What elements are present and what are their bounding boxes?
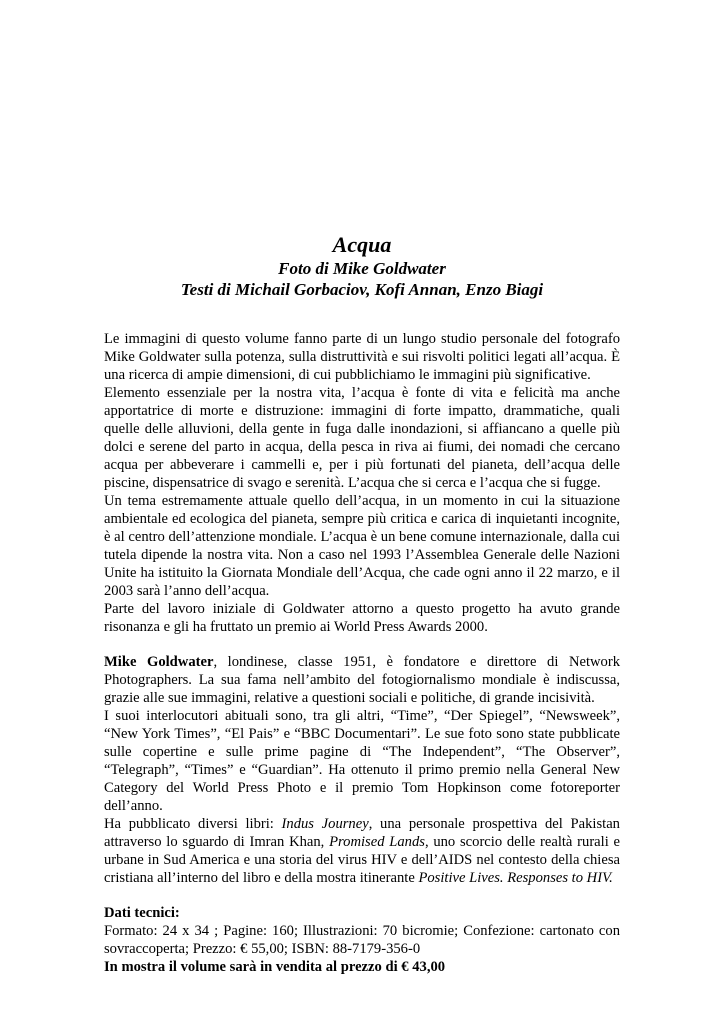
bio-paragraph-2: I suoi interlocutori abituali sono, tra gli altri, “Time”, “Der Spiegel”, “Newsweek”, “New York Times”, “El Pais” e “BBC Documentari”. Le sue foto sono state pubblicate sulle copertine e sulle prime pagine di “The Independent”, “The Observer”, “Telegraph”, “Times” e “Guardian”. Ha ottenuto il primo premio nella General New Category del World Press Photo e il premio Tom Hopkinson come fotoreporter dell’anno. [104,708,620,814]
heading-block [104,232,620,300]
bio-p3-text-b: , una personale prospettiva del Pakistan attraverso lo sguardo di Imran Khan, [104,816,620,850]
bio-paragraph-3 [104,815,620,887]
book-title: Acqua [332,232,392,257]
tech-heading: Dati tecnici: [104,905,180,921]
page-content [104,232,620,976]
bio-p3-text-a: Ha pubblicato diversi libri: [104,816,282,832]
intro-paragraph-3: Un tema estremamente attuale quello dell’acqua, in un momento in cui la situazione ambientale ed ecologica del pianeta, sempre più critica e carica di inquietanti incognite, è al centro dell’attenzione mondiale. L’acqua è un bene comune internazionale, dalla cui tutela dipende la nostra vita. Non a caso nel 1993 l’Assemblea Generale delle Nazioni Unite ha istituito la Giornata Mondiale dell’Acqua, che cade ogni anno il 22 marzo, e il 2003 sarà l’anno dell’acqua. [104,493,620,599]
intro-paragraph-1: Le immagini di questo volume fanno parte di un lungo studio personale del fotografo Mike Goldwater sulla potenza, sulla distruttività e sui risvolti politici legati all’acqua. È una ricerca di ampie dimensioni, di cui pubblichiamo le immagini più significative. [104,331,620,383]
spacer [104,887,620,904]
intro-paragraph-2: Elemento essenziale per la nostra vita, l’acqua è fonte di vita e felicità ma anche apportatrice di morte e distruzione: immagini di forte impatto, drammatiche, quali quelle delle alluvioni, della gente in fuga dalle inondazioni, si affiancano a quelle più dolci e serene del parto in acqua, della pesca in riva ai fiumi, dei nomadi che cercano acqua per abbeverare i cammelli e, per i più fortunati del pianeta, dell’acqua delle piscine, dispensatrice di svago e serenità. L’acqua che si cerca e l’acqua che si fugge. [104,385,620,491]
photo-credit: Foto di Mike Goldwater [278,259,446,278]
bio-paragraph-1-text: , londinese, classe 1951, è fondatore e direttore di Network Photographers. La sua fama nell’ambito del fotogiornalismo mondiale è indiscussa, grazie alle sue immagini, relative a questioni sociali e politiche, di grande incisività. [104,654,621,706]
book-title-positive-lives: Positive Lives. Responses to HIV. [418,870,613,886]
texts-credit: Testi di Michail Gorbaciov, Kofi Annan, Enzo Biagi [180,280,544,299]
bio-paragraph-1 [104,653,620,707]
book-title-indus-journey: Indus Journey [281,816,369,832]
exhibit-price: In mostra il volume sarà in vendita al prezzo di € 43,00 [104,959,446,975]
spacer [104,636,620,653]
bio-name: Mike Goldwater [104,654,214,670]
intro-paragraph-4: Parte del lavoro iniziale di Goldwater attorno a questo progetto ha avuto grande risonanza e gli ha fruttato un premio ai World Press Awards 2000. [104,601,620,635]
bio-p3-text-c: , uno scorcio delle realtà rurali e urbane in Sud America e una storia del virus HIV e dell’AIDS nel contesto della chiesa cristiana all’interno del libro e della mostra itinerante [104,834,621,886]
tech-details: Formato: 24 x 34 ; Pagine: 160; Illustrazioni: 70 bicromie; Confezione: cartonato con sovraccoperta; Prezzo: € 55,00; ISBN: 88-7179-356-0 [104,923,620,957]
book-title-promised-lands: Promised Lands [329,834,425,850]
